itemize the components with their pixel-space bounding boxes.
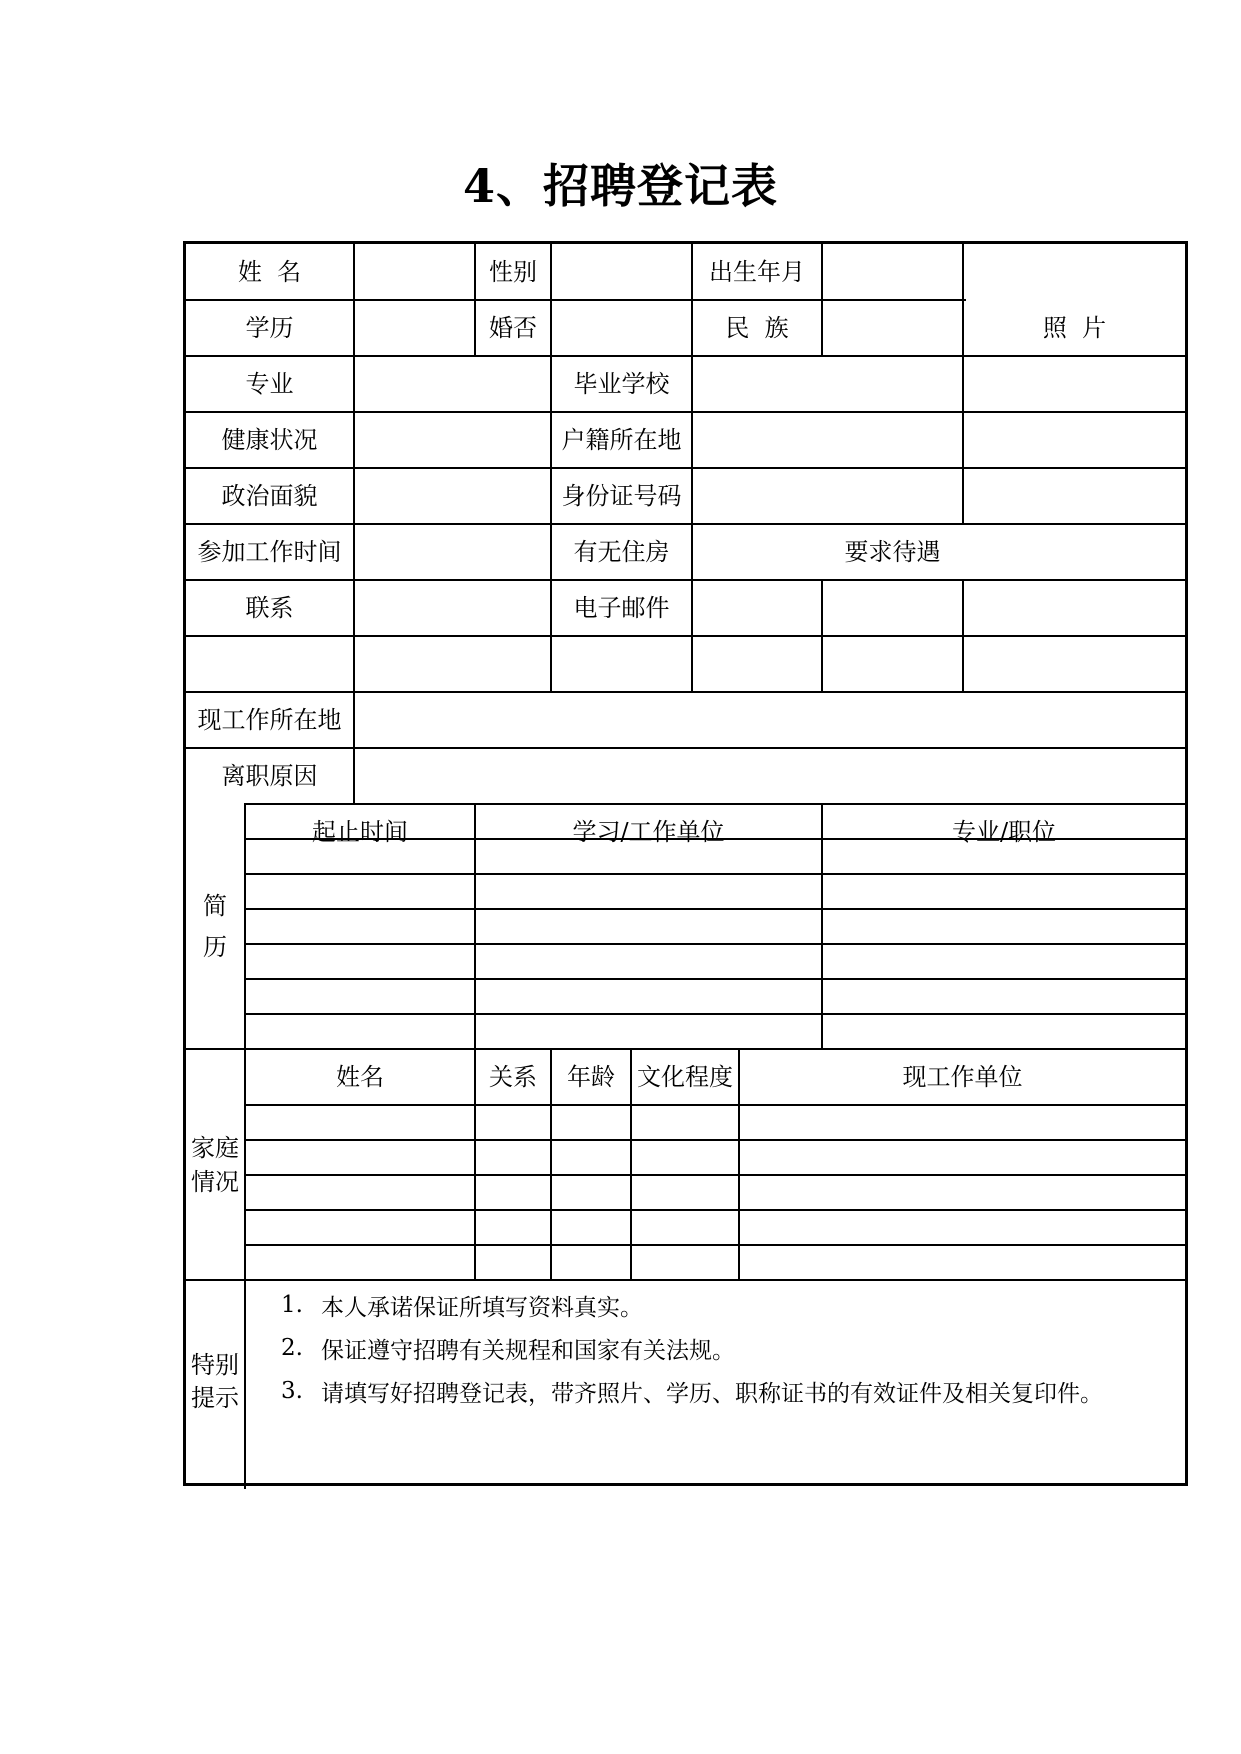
birth-date-label: 出生年月 [709, 257, 805, 286]
family-label-line: 家庭 [191, 1133, 239, 1162]
page-title: 4、招聘登记表 [462, 159, 778, 213]
col-line [962, 579, 964, 691]
resume-col-period: 起止时间 [312, 818, 408, 846]
political-status-label: 政治面貌 [221, 482, 318, 510]
row-line [244, 943, 1185, 945]
school-label: 毕业学校 [573, 370, 670, 398]
resume-label-char: 简 [203, 891, 227, 920]
contact-label: 联系 [245, 594, 294, 622]
note-text: 请填写好招聘登记表，带齐照片、学历、职称证书的有效证件及相关复印件。 [321, 1380, 1103, 1407]
registration-form [183, 241, 1188, 1486]
resume-col-unit: 学习/工作单位 [572, 818, 725, 846]
housing-label: 有无住房 [573, 538, 670, 566]
col-line [821, 244, 823, 355]
note-text: 本人承诺保证所填写资料真实。 [321, 1294, 643, 1321]
family-label-line: 情况 [191, 1167, 239, 1196]
family-col-education: 文化程度 [637, 1063, 733, 1091]
row-line [186, 635, 1185, 637]
education-label: 学历 [245, 314, 294, 342]
row-line [244, 908, 1185, 910]
family-section-label [186, 1050, 244, 1279]
row-line [244, 1139, 1185, 1141]
photo-placeholder[interactable]: 照 片 [1042, 313, 1107, 342]
notes-section-label [186, 1281, 244, 1483]
row-line [244, 1174, 1185, 1176]
gender-label: 性别 [489, 257, 537, 286]
note-text: 保证遵守招聘有关规程和国家有关法规。 [321, 1337, 735, 1364]
row-line [244, 1244, 1185, 1246]
resume-col-position: 专业/职位 [951, 818, 1057, 846]
note-item [281, 1327, 735, 1369]
ethnicity-label: 民 族 [725, 314, 789, 342]
family-col-work-unit: 现工作单位 [902, 1063, 1023, 1091]
col-line [821, 579, 823, 691]
note-number: 2. [281, 1335, 303, 1361]
id-number-label: 身份证号码 [561, 482, 682, 510]
notes-label-line: 提示 [191, 1384, 239, 1412]
email-label: 电子邮件 [573, 594, 670, 622]
family-col-relation: 关系 [489, 1063, 537, 1091]
row-line [244, 978, 1185, 980]
hukou-label: 户籍所在地 [561, 426, 682, 454]
note-item [281, 1284, 643, 1326]
family-col-age: 年龄 [567, 1063, 615, 1091]
col-line [353, 244, 355, 803]
marital-status-label: 婚否 [489, 314, 537, 342]
work-start-label: 参加工作时间 [197, 538, 342, 566]
current-work-location-label: 现工作所在地 [197, 706, 342, 734]
resume-label-char: 历 [203, 932, 227, 961]
health-label: 健康状况 [221, 426, 318, 454]
leave-reason-label: 离职原因 [221, 762, 318, 790]
note-number: 1. [281, 1292, 303, 1318]
note-number: 3. [281, 1378, 303, 1404]
row-line [186, 1279, 1185, 1281]
family-col-name: 姓名 [336, 1063, 384, 1091]
salary-label: 要求待遇 [844, 538, 941, 566]
row-line [244, 1104, 1185, 1106]
major-label: 专业 [245, 370, 294, 398]
resume-section-label [186, 805, 244, 1048]
name-label: 姓 名 [237, 257, 302, 286]
notes-label-line: 特别 [191, 1351, 239, 1379]
note-item [281, 1370, 1103, 1412]
col-line [244, 803, 246, 1489]
row-line [244, 1209, 1185, 1211]
row-line [244, 1013, 1185, 1015]
row-line [244, 873, 1185, 875]
